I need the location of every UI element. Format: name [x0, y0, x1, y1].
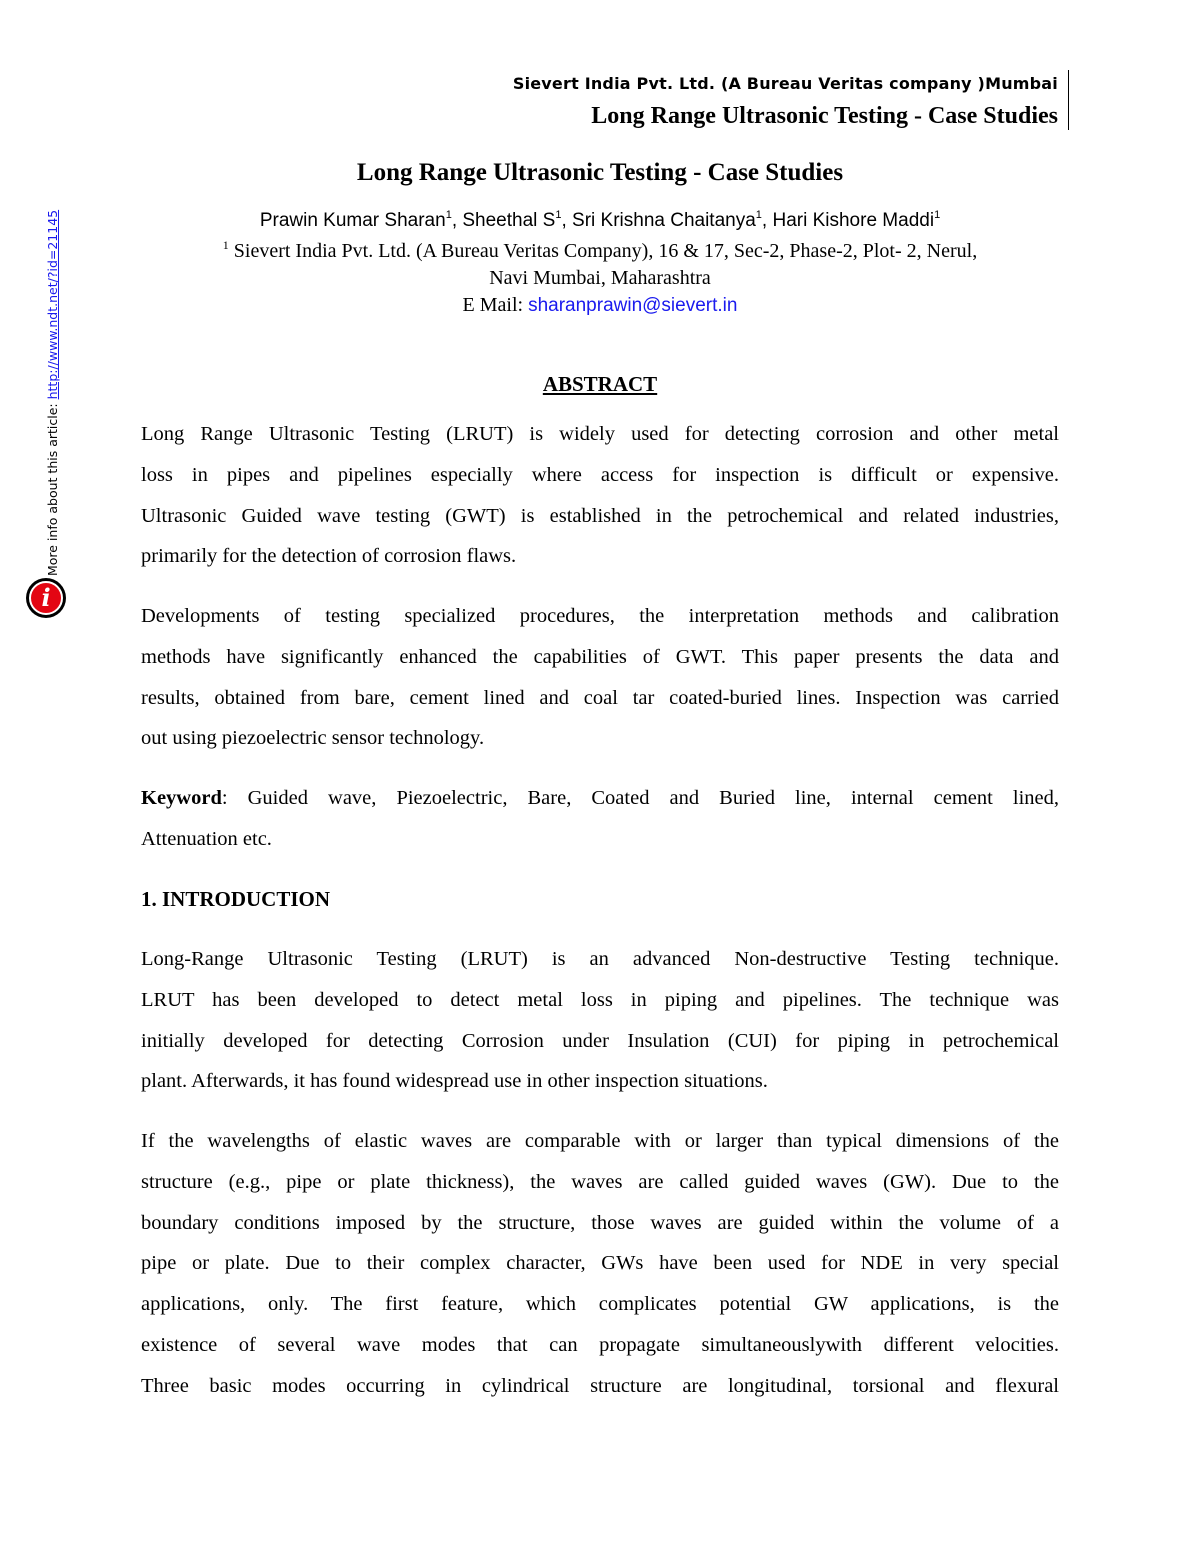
- author-name: Prawin Kumar Sharan: [259, 210, 446, 231]
- abstract-paragraph-1: [141, 414, 1059, 577]
- text-line: Long-Range Ultrasonic Testing (LRUT) is an advanced Non-destructive Testing technique.: [141, 948, 1059, 970]
- running-header-company: Sievert India Pvt. Ltd. (A Bureau Veritas company )Mumbai: [512, 74, 1058, 93]
- email-link[interactable]: sharanprawin@sievert.in: [528, 295, 738, 316]
- sidebar-label: More info about this article:: [45, 399, 60, 576]
- text-line: pipe or plate. Due to their complex character, GWs have been used for NDE in very special: [141, 1252, 1059, 1275]
- email-line: [140, 292, 1060, 319]
- abstract-heading: ABSTRACT: [542, 372, 658, 396]
- keywords-label: Keyword: [141, 787, 222, 809]
- affiliation-line-2: Navi Mumbai, Maharashtra: [489, 267, 711, 289]
- email-label: E Mail:: [462, 294, 529, 316]
- abstract-paragraph-2: [141, 596, 1059, 759]
- author-affiliation-mark: 1: [445, 209, 452, 221]
- keywords-paragraph: [141, 778, 1059, 860]
- section-heading-introduction: 1. INTRODUCTION: [141, 887, 331, 911]
- text-line: applications, only. The first feature, which complicates potential GW applications, is the: [141, 1293, 1059, 1316]
- info-icon-letter: i: [29, 581, 63, 615]
- text-line: methods have significantly enhanced the capabilities of GWT. This paper presents the data and: [141, 645, 1059, 668]
- running-header: [513, 72, 1058, 134]
- affiliation-mark: 1: [222, 238, 229, 252]
- author-name: Sri Krishna Chaitanya: [572, 210, 756, 231]
- text-line: structure (e.g., pipe or plate thickness), the waves are called guided waves (GW). Due to the: [141, 1170, 1059, 1193]
- info-icon[interactable]: [26, 578, 66, 618]
- keywords-list: : Guided wave, Piezoelectric, Bare, Coated and Buried line, internal cement lined,: [221, 787, 1059, 809]
- author-affiliation-mark: 1: [755, 209, 762, 221]
- author-affiliation-mark: 1: [934, 209, 941, 221]
- running-header-rule: [1068, 70, 1069, 130]
- text-line: existence of several wave modes that can propagate simultaneouslywith different velocities.: [141, 1333, 1059, 1356]
- text-line: Three basic modes occurring in cylindrical structure are longitudinal, torsional and flexural: [141, 1374, 1059, 1397]
- text-line: boundary conditions imposed by the structure, those waves are guided within the volume of a: [141, 1211, 1059, 1234]
- sidebar-article-link[interactable]: http://www.ndt.net/?id=21145: [45, 209, 60, 400]
- text-line: LRUT has been developed to detect metal loss in piping and pipelines. The technique was: [141, 988, 1059, 1011]
- text-line: initially developed for detecting Corrosion under Insulation (CUI) for piping in petrochemical: [141, 1029, 1059, 1052]
- text-line: loss in pipes and pipelines especially where access for inspection is difficult or expensive.: [141, 463, 1059, 486]
- author-name: Hari Kishore Maddi: [772, 210, 935, 231]
- text-line: results, obtained from bare, cement lined and coal tar coated-buried lines. Inspection was carried: [141, 686, 1059, 709]
- running-header-title: Long Range Ultrasonic Testing - Case Studies: [591, 103, 1058, 129]
- text-line: plant. Afterwards, it has found widespread use in other inspection situations.: [141, 1070, 768, 1093]
- text-line: Ultrasonic Guided wave testing (GWT) is established in the petrochemical and related industries,: [141, 504, 1059, 527]
- affiliation-line-1: Sievert India Pvt. Ltd. (A Bureau Veritas Company), 16 & 17, Sec-2, Phase-2, Plot- 2, Nerul,: [228, 240, 978, 262]
- text-line: [141, 778, 1059, 819]
- text-line: out using piezoelectric sensor technology.: [141, 727, 485, 750]
- text-line: primarily for the detection of corrosion flaws.: [141, 545, 517, 568]
- author-name: Sheethal S: [462, 210, 556, 231]
- paper-title: Long Range Ultrasonic Testing - Case Studies: [356, 159, 844, 186]
- affiliation: [140, 238, 1060, 292]
- intro-paragraph-2: [141, 1121, 1059, 1407]
- author-affiliation-mark: 1: [555, 209, 562, 221]
- text-line: If the wavelengths of elastic waves are comparable with or larger than typical dimensions of the: [141, 1130, 1059, 1152]
- author-list: Prawin Kumar Sharan$^1$, Sheethal $S^1$, Sri Krishna Chaitanya$^1$, Hari Kishore Maddi$^1$: [259, 209, 941, 231]
- text-line: Developments of testing specialized procedures, the interpretation methods and calibration: [141, 605, 1059, 627]
- intro-paragraph-1: [141, 939, 1059, 1102]
- text-line: Attenuation etc.: [141, 827, 272, 850]
- text-line: Long Range Ultrasonic Testing (LRUT) is widely used for detecting corrosion and other metal: [141, 423, 1059, 445]
